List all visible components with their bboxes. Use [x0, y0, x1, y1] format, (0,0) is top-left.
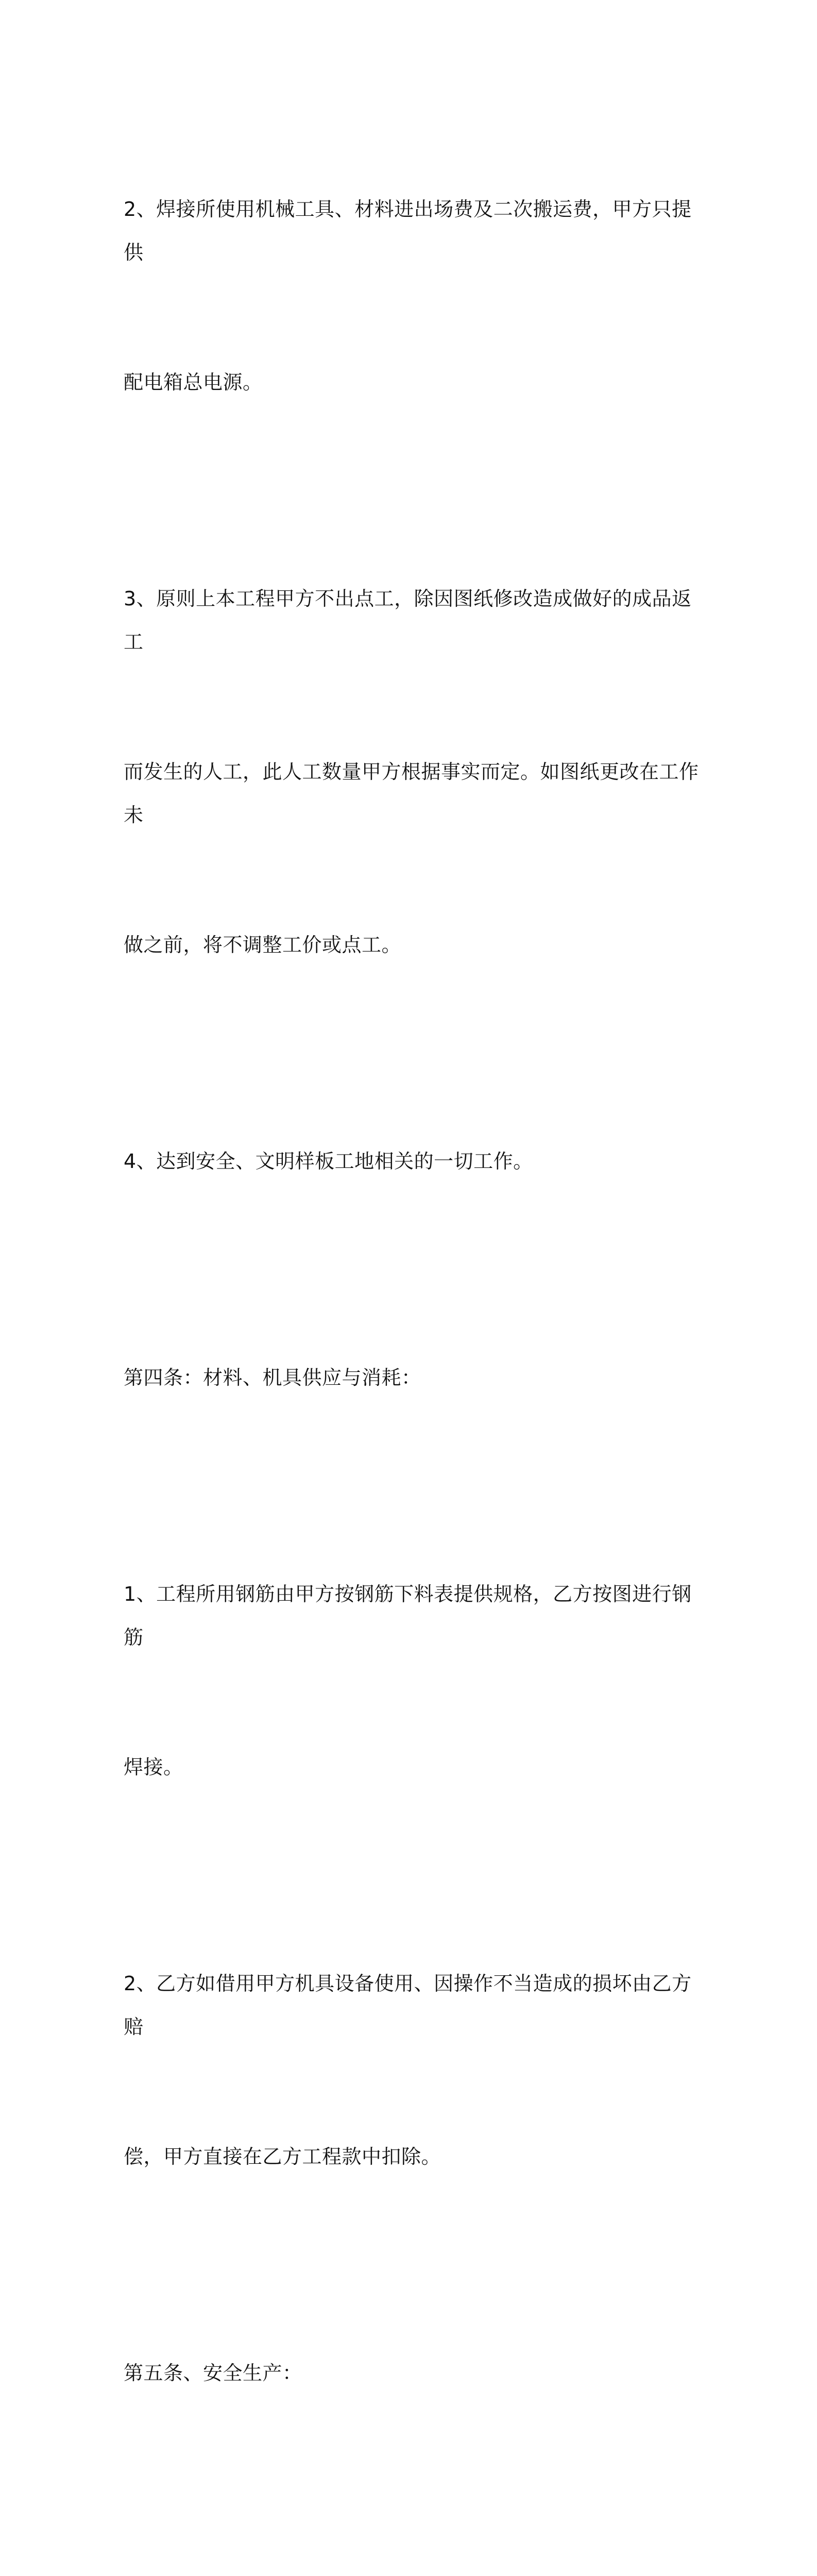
text-line: [124, 2568, 711, 2576]
paragraph-4-safety-site: [124, 1053, 711, 1269]
text-line: 第四条：材料、机具供应与消耗：: [124, 1366, 421, 1389]
paragraph-2-tools-fees: [124, 101, 711, 490]
text-line: 4、达到安全、文明样板工地相关的一切工作。: [124, 1150, 533, 1173]
text-line: 焊接。: [124, 1756, 183, 1778]
text-line: 1、工程所用钢筋由甲方按钢筋下料表提供规格，乙方按图进行钢筋: [124, 1583, 692, 1649]
text-line: 第五条、安全生产：: [124, 2362, 302, 2384]
paragraph-1-safety-management: [124, 2481, 711, 2576]
text-line: 偿，甲方直接在乙方工程款中扣除。: [124, 2145, 441, 2168]
text-line: 做之前，将不调整工价或点工。: [124, 934, 402, 956]
text-line: 2、焊接所使用机械工具、材料进出场费及二次搬运费，甲方只提供: [124, 198, 692, 264]
text-line: 3、原则上本工程甲方不出点工，除因图纸修改造成做好的成品返工: [124, 587, 692, 653]
text-line: 配电箱总电源。: [124, 371, 263, 394]
document-body: [124, 101, 711, 2576]
paragraph-1-rebar: [124, 1486, 711, 1875]
text-line: 2、乙方如借用甲方机具设备使用、因操作不当造成的损坏由乙方赔: [124, 1972, 692, 2038]
article-4-heading: [124, 1269, 711, 1486]
article-5-heading: [124, 2265, 711, 2481]
paragraph-2-equipment-damage: [124, 1875, 711, 2265]
paragraph-3-labor: [124, 490, 711, 1053]
text-line: 而发生的人工，此人工数量甲方根据事实而定。如图纸更改在工作未: [124, 760, 699, 826]
